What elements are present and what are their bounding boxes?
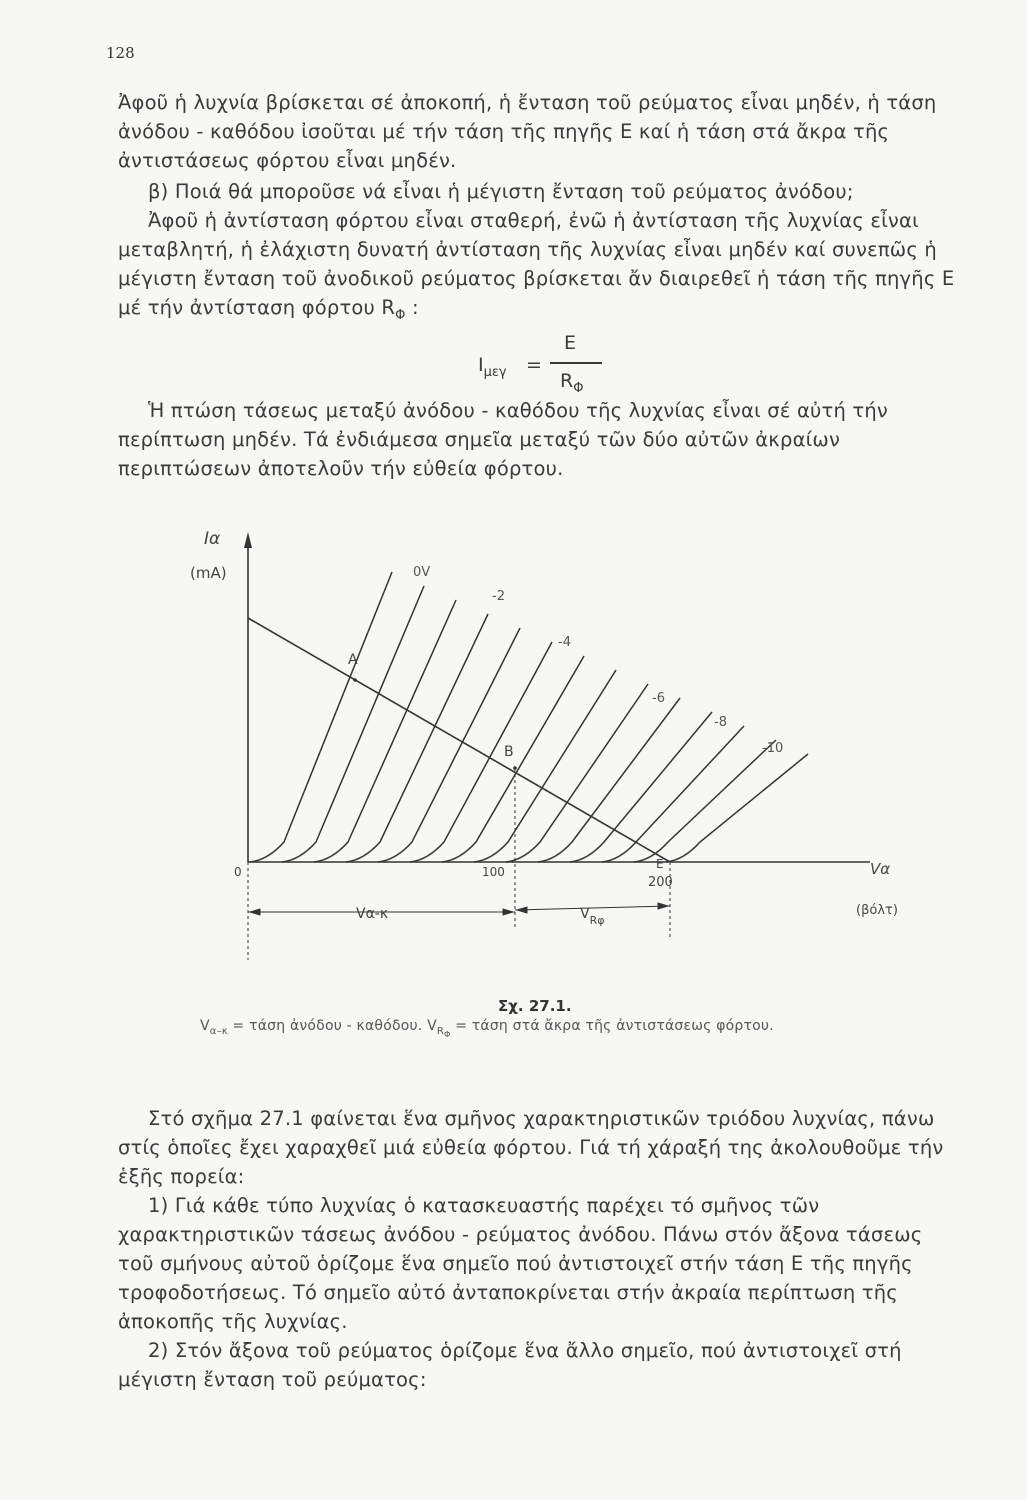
paragraph-7: 2) Στόν ἄξονα τοῦ ρεύματος ὁρίζομε ἕνα ἄλλο σημεῖο, πού ἀντιστοιχεῖ στή μέγιστη ἔνταση τοῦ ρεύματος: (118, 1339, 902, 1391)
point-e-label: E (656, 857, 664, 871)
point-b-label: B (504, 744, 514, 760)
curve-label: -4 (558, 635, 571, 650)
paragraph-4: Ἡ πτώση τάσεως μεταξύ ἀνόδου - καθόδου τῆς λυχνίας εἶναι σέ αὐτή τήν περίπτωση μηδέν. Τά ἐνδιάμεσα σημεῖα μεταξύ τῶν δύο αὐτῶν ἀκραίων περιπτώσεων ἀποτελοῦν τήν εὐθεία φόρτου. (118, 399, 889, 480)
formula-max-current (478, 332, 618, 402)
tick-100: 100 (482, 865, 505, 879)
characteristic-curve (634, 740, 776, 862)
formula-denominator: $R_\Phi$ (560, 370, 584, 396)
paragraph-5: Στό σχῆμα 27.1 φαίνεται ἕνα σμῆνος χαρακτηριστικῶν τριόδου λυχνίας, πάνω στίς ὁποῖες ἔχει χαραχθεῖ μιά εὐθεία φόρτου. Γιά τή χάραξή της ἀκολουθοῦμε τήν ἑξῆς πορεία: (118, 1107, 944, 1188)
curve-label: -10 (762, 741, 784, 756)
y-axis-unit: (mA) (190, 564, 227, 582)
vr-label: $V_{R\varphi}$ (580, 906, 605, 927)
x-axis-unit: (βόλτ) (856, 903, 898, 918)
x-axis-label: Vα (870, 860, 891, 878)
characteristic-curve (666, 754, 808, 862)
characteristic-curve (346, 614, 488, 862)
characteristic-curve (570, 712, 712, 862)
curve-label: -6 (652, 691, 665, 706)
curve-label: 0V (413, 565, 431, 580)
formula-lhs: $I_{\mu\varepsilon\gamma}$ (478, 354, 507, 380)
point-b (513, 766, 517, 770)
curve-label: -2 (492, 589, 505, 604)
paragraph-3-sub: Φ (395, 307, 406, 323)
y-axis-arrow (244, 532, 252, 548)
paragraph-1: Ἀφοῦ ἡ λυχνία βρίσκεται σέ ἀποκοπή, ἡ ἔνταση τοῦ ρεύματος εἶναι μηδέν, ἡ τάση ἀνόδου - καθόδου ἰσοῦται μέ τήν τάση τῆς πηγῆς Ε καί ἡ τάση στά ἄκρα τῆς ἀντιστάσεως φόρτου εἶναι μηδέν. (118, 91, 937, 172)
paragraph-3-text: Ἀφοῦ ἡ ἀντίσταση φόρτου εἶναι σταθερή, ἐνῶ ἡ ἀντίσταση τῆς λυχνίας εἶναι μεταβλητή, ἡ ἐλάχιστη δυνατή ἀντίσταση τῆς λυχνίας εἶναι μηδέν καί συνεπῶς ἡ μέγιστη ἔνταση τοῦ ἀνοδικοῦ ρεύματος βρίσκεται ἄν διαιρεθεῖ ἡ τάση τῆς πηγῆς Ε μέ τήν ἀντίσταση φόρτου R (118, 209, 955, 319)
curve-label: -8 (714, 715, 727, 730)
y-axis-label: Iα (204, 529, 221, 549)
paragraph-3-tail: : (405, 296, 419, 319)
figure-caption-title: Σχ. 27.1. (498, 997, 572, 1015)
paragraph-3 (118, 206, 963, 330)
origin-label: 0 (234, 865, 242, 879)
formula-numerator: E (564, 332, 577, 354)
fraction-bar (550, 362, 602, 364)
characteristic-curve (378, 628, 520, 862)
characteristic-curve (314, 600, 456, 862)
characteristic-curve (282, 586, 424, 862)
point-a-label: A (348, 652, 358, 668)
point-a (353, 678, 357, 682)
vr-dimension (515, 906, 670, 910)
characteristic-curve (474, 670, 616, 862)
formula-equals: = (526, 354, 542, 376)
characteristic-curve (250, 572, 392, 862)
va-k-label: Vα-κ (356, 906, 389, 922)
characteristic-curve (538, 698, 680, 862)
triode-characteristics-figure (170, 520, 930, 1000)
page-number: 128 (106, 44, 135, 62)
paragraph-question-b: β) Ποιά θά μποροῦσε νά εἶναι ἡ μέγιστη ἔνταση τοῦ ρεύματος ἀνόδου; (148, 180, 854, 203)
figure-caption: $V_{\alpha-\kappa} = \tau ά\sigma\eta$ ἀνόδου - καθόδου. $V_{R_\Phi} = \tau ά\sigma\eta$ στά ἄκρα τῆς ἀντιστάσεως φόρτου. (200, 1018, 774, 1039)
characteristic-curve (602, 726, 744, 862)
paragraph-6: 1) Γιά κάθε τύπο λυχνίας ὁ κατασκευαστής παρέχει τό σμῆνος τῶν χαρακτηριστικῶν τάσεως ἀνόδου - ρεύματος ἀνόδου. Πάνω στόν ἄξονα τάσεως τοῦ σμήνους αὐτοῦ ὁρίζομε ἕνα σημεῖο πού ἀντιστοιχεῖ στήν τάση Ε τῆς πηγῆς τροφοδοτήσεως. Τό σημεῖο αὐτό ἀνταποκρίνεται στήν ἀκραία περίπτωση τῆς ἀποκοπῆς τῆς λυχνίας. (118, 1194, 923, 1333)
tick-200: 200 (648, 875, 673, 890)
load-line (248, 618, 670, 862)
